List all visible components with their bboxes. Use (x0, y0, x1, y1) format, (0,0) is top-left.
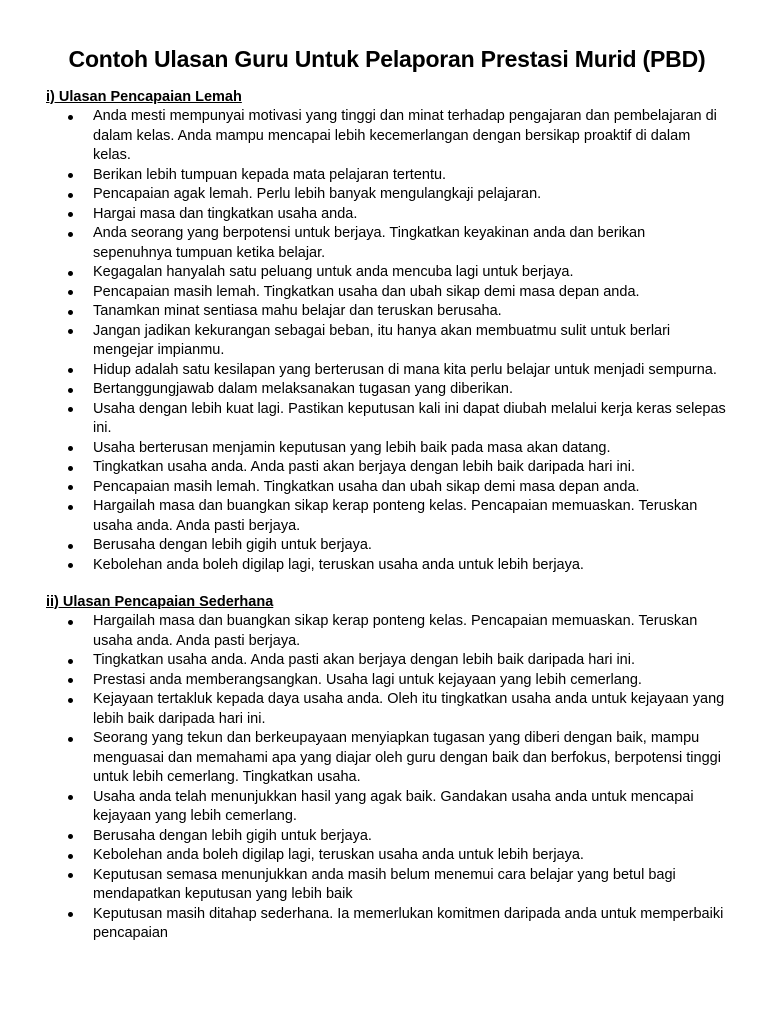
bullet-icon (68, 659, 73, 664)
list-item-text: Hargailah masa dan buangkan sikap kerap ponteng kelas. Pencapaian memuaskan. Teruskan usaha anda. Anda pasti berjaya. (93, 498, 698, 534)
list-item (46, 651, 728, 671)
bullet-icon (68, 698, 73, 703)
list-item-text: Hargailah masa dan buangkan sikap kerap ponteng kelas. Pencapaian memuaskan. Teruskan usaha anda. Anda pasti berjaya. (93, 613, 698, 649)
list-item-text: Kejayaan tertakluk kepada daya usaha anda. Oleh itu tingkatkan usaha anda untuk kejayaan yang lebih baik daripada hari ini. (93, 691, 725, 727)
list-item (46, 107, 728, 166)
list-item (46, 497, 728, 536)
bullet-list (46, 107, 728, 575)
bullet-list (46, 612, 728, 944)
bullet-icon (68, 115, 73, 120)
list-item (46, 866, 728, 905)
list-item-text: Usaha dengan lebih kuat lagi. Pastikan keputusan kali ini dapat diubah melalui kerja keras selepas ini. (93, 400, 726, 436)
list-item (46, 458, 728, 478)
list-item (46, 400, 728, 439)
list-item (46, 166, 728, 186)
bullet-icon (68, 407, 73, 412)
list-item (46, 905, 728, 944)
list-item (46, 380, 728, 400)
bullet-icon (68, 854, 73, 859)
bullet-icon (68, 737, 73, 742)
bullet-icon (68, 388, 73, 393)
list-item-text: Keputusan masih ditahap sederhana. Ia memerlukan komitmen daripada anda untuk memperbaiki pencapaian (93, 905, 724, 941)
list-item-text: Usaha anda telah menunjukkan hasil yang agak baik. Gandakan usaha anda untuk mencapai kejayaan yang lebih cemerlang. (93, 788, 694, 824)
document-title: Contoh Ulasan Guru Untuk Pelaporan Prestasi Murid (PBD) (68, 46, 706, 72)
review-section (46, 593, 728, 944)
list-item (46, 185, 728, 205)
bullet-icon (68, 212, 73, 217)
list-item (46, 536, 728, 556)
list-item (46, 439, 728, 459)
list-item-text: Pencapaian agak lemah. Perlu lebih banyak mengulangkaji pelajaran. (93, 186, 542, 202)
list-item (46, 612, 728, 651)
list-item (46, 361, 728, 381)
list-item-text: Kebolehan anda boleh digilap lagi, teruskan usaha anda untuk lebih berjaya. (93, 847, 584, 863)
list-item-text: Tanamkan minat sentiasa mahu belajar dan teruskan berusaha. (93, 303, 502, 319)
bullet-icon (68, 193, 73, 198)
bullet-icon (68, 873, 73, 878)
list-item (46, 788, 728, 827)
bullet-icon (68, 290, 73, 295)
list-item-text: Pencapaian masih lemah. Tingkatkan usaha dan ubah sikap demi masa depan anda. (93, 478, 640, 495)
list-item (46, 322, 728, 361)
bullet-icon (68, 544, 73, 549)
bullet-icon (68, 368, 73, 373)
list-item-text: Keputusan semasa menunjukkan anda masih belum menemui cara belajar yang betul bagi mendapatkan keputusan yang lebih baik (93, 866, 676, 902)
bullet-icon (68, 446, 73, 451)
list-item-text: Seorang yang tekun dan berkeupayaan menyiapkan tugasan yang diberi dengan baik, mampu menguasai dan memahami apa yang diajar oleh guru dengan baik dan berfokus, berpotensi tinggi untuk lebih cemerlang. Tingkatkan usaha. (93, 730, 721, 785)
bullet-icon (68, 912, 73, 917)
list-item (46, 302, 728, 322)
list-item-text: Tingkatkan usaha anda. Anda pasti akan berjaya dengan lebih baik daripada hari ini. (93, 652, 635, 668)
bullet-icon (68, 505, 73, 510)
list-item (46, 556, 728, 576)
list-item-text: Prestasi anda memberangsangkan. Usaha lagi untuk kejayaan yang lebih cemerlang. (93, 671, 642, 688)
bullet-icon (68, 271, 73, 276)
bullet-icon (68, 466, 73, 471)
list-item (46, 827, 728, 847)
bullet-icon (68, 678, 73, 683)
list-item (46, 729, 728, 788)
list-item (46, 478, 728, 498)
list-item-text: Anda seorang yang berpotensi untuk berjaya. Tingkatkan keyakinan anda dan berikan sepenuhnya tumpuan ketika belajar. (93, 225, 646, 261)
list-item-text: Hargai masa dan tingkatkan usaha anda. (93, 205, 358, 222)
list-item (46, 283, 728, 303)
list-item-text: Berikan lebih tumpuan kepada mata pelajaran tertentu. (93, 166, 447, 183)
list-item-text: Jangan jadikan kekurangan sebagai beban, itu hanya akan membuatmu sulit untuk berlari mengejar impianmu. (93, 322, 671, 358)
list-item-text: Tingkatkan usaha anda. Anda pasti akan berjaya dengan lebih baik daripada hari ini. (93, 459, 635, 475)
bullet-icon (68, 173, 73, 178)
bullet-icon (68, 329, 73, 334)
list-item (46, 263, 728, 283)
bullet-icon (68, 310, 73, 315)
bullet-icon (68, 620, 73, 625)
list-item-text: Bertanggungjawab dalam melaksanakan tugasan yang diberikan. (93, 381, 513, 397)
list-item-text: Kegagalan hanyalah satu peluang untuk anda mencuba lagi untuk berjaya. (93, 264, 574, 280)
list-item-text: Berusaha dengan lebih gigih untuk berjaya. (93, 537, 372, 553)
list-item (46, 205, 728, 225)
bullet-icon (68, 834, 73, 839)
list-item-text: Kebolehan anda boleh digilap lagi, teruskan usaha anda untuk lebih berjaya. (93, 556, 584, 573)
list-item (46, 671, 728, 691)
list-item-text: Anda mesti mempunyai motivasi yang tinggi dan minat terhadap pengajaran dan pembelajaran di dalam kelas. Anda mampu mencapai lebih kecemerlangan dengan bersikap proaktif di dalam kelas. (93, 108, 717, 163)
list-item-text: Berusaha dengan lebih gigih untuk berjaya. (93, 827, 372, 844)
bullet-icon (68, 485, 73, 490)
list-item (46, 224, 728, 263)
list-item-text: Hidup adalah satu kesilapan yang berterusan di mana kita perlu belajar untuk menjadi sempurna. (93, 361, 717, 378)
list-item (46, 846, 728, 866)
sections-container (46, 88, 728, 944)
section-heading: i) Ulasan Pencapaian Lemah (46, 89, 242, 105)
bullet-icon (68, 232, 73, 237)
bullet-icon (68, 563, 73, 568)
list-item-text: Usaha berterusan menjamin keputusan yang lebih baik pada masa akan datang. (93, 439, 611, 456)
list-item (46, 690, 728, 729)
review-section (46, 88, 728, 575)
bullet-icon (68, 795, 73, 800)
list-item-text: Pencapaian masih lemah. Tingkatkan usaha dan ubah sikap demi masa depan anda. (93, 283, 640, 300)
section-heading: ii) Ulasan Pencapaian Sederhana (46, 594, 274, 610)
